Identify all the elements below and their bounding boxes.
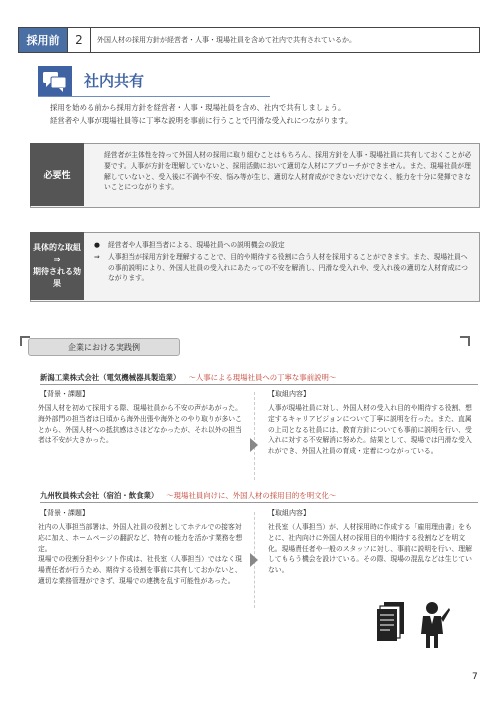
case1-company: 新潟工業株式会社（電気機械器具製造業） (40, 373, 181, 382)
effects-label: 具体的な取組 ⇒ 期待される効果 (30, 232, 84, 300)
title-underline (38, 96, 270, 97)
effects-arrow-text: 人事担当が採用方針を理解することで、目的や期待する役割に合う人材を採用することができます。また、現場社員への事前説明により、外国人社員の受入れにあたっての不安を解消し、円滑な受入れや、受入れ後の適切な人材育成につながります。 (108, 253, 468, 282)
case1-divider (254, 392, 255, 480)
effects-bullet: 経営者や人事担当者による、現場社員への説明機会の設定 (108, 241, 285, 249)
item-number: 2 (68, 28, 91, 52)
case2-company: 九州牧員株式会社（宿泊・飲食業） (40, 491, 159, 500)
case2-bg-label: 【背景・課題】 (40, 509, 89, 517)
item-header (18, 27, 480, 53)
necessity-body: 経営者が主体性を持って外国人材の採用に取り組むことはもちろん、採用方針を人事・現場社員に共有しておくことが必要です。人事が方針を理解していないと、採用活動において適切な人材にアプローチができません。また、現場社員が理解していないと、受入後に不満や不安、悩み等が生じ、適切な人材育成ができないだけでなく、能力を十分に発揮できないことにつながります。 (104, 151, 472, 192)
businessman-icon (412, 600, 452, 650)
case1-bg-text: 外国人材を初めて採用する際、現場社員から不安の声があがった。 海外部門の担当者は日頃から海外出張や海外とのやり取りが多いことから、外国人材への抵抗感はさほどなかったが、それ以外の担当者は不安が大きかった。 (38, 404, 242, 445)
documents-icon (376, 600, 406, 642)
bullet-icon: ● (94, 241, 100, 249)
item-question: 外国人材の採用方針が経営者・人事・現場社員を含めて社内で共有されているか。 (97, 36, 356, 44)
case1-act-label: 【取組内容】 (268, 390, 310, 398)
case2-act-text: 社長室（人事担当）が、人材採用時に作成する「雇用理由書」をもとに、社内向けに外国人材の採用目的や期待する役割などを明文化。現場責任者や一般のスタッフに対し、事前に説明を行い、理解してもらう機会を設けている。その際、現場の混乱などは生じていない。 (268, 523, 472, 575)
arrow-icon: ⇒ (94, 253, 100, 261)
necessity-label: 必要性 (30, 143, 84, 206)
page-number: 7 (472, 672, 478, 682)
effects-bullet-row (94, 240, 474, 251)
case2-act-label: 【取組内容】 (268, 509, 310, 517)
case2-arrow-icon (250, 553, 258, 567)
case1-subtitle: ～人事による現場社員への丁寧な事前説明～ (188, 373, 337, 382)
chat-bubbles-icon (38, 66, 72, 96)
case1-company-row (40, 371, 478, 385)
intro-text: 採用を始める前から採用方針を経営者・人事・現場社員を含め、社内で共有しましょう。 経営者や人事が現場社員等に丁寧な説明を事前に行うことで円滑な受入れにつながります。 (50, 103, 353, 125)
case2-subtitle: ～現場社員向けに、外国人材の採用目的を明文化～ (166, 491, 337, 500)
case2-company-row (40, 489, 478, 503)
case1-bg-label: 【背景・課題】 (40, 390, 89, 398)
practice-tab: 企業における実践例 (28, 338, 180, 356)
effects-arrow-row (94, 252, 474, 284)
page-title: 社内共有 (84, 72, 145, 90)
case1-arrow-icon (250, 438, 258, 452)
stage-label: 採用前 (19, 28, 68, 52)
case1-act-text: 人事が現場社員に対し、外国人材の受入れ目的や期待する役割、想定するキャリアビジョンについて丁寧に説明を行った。また、直属の上司となる社員には、教育方針についても事前に説明を行い、受入れに対する不安解消に努めた。結果として、現場では円滑な受入れができ、外国人社員の育成・定着につながっている。 (268, 404, 472, 456)
case2-bg-text: 社内の人事担当部署は、外国人社員の役割としてホテルでの接客対応に加え、ホームページの翻訳など、特有の能力を活かす業務を想定。 現場での役割分担やシフト作成は、社長室（人事担当）ではなく現場責任者が行うため、期待する役割を事前に共有しておかないと、適切な業務管理ができず、現場での連携を乱す可能性があった。 (38, 523, 243, 585)
frame-corner-right (460, 336, 470, 346)
